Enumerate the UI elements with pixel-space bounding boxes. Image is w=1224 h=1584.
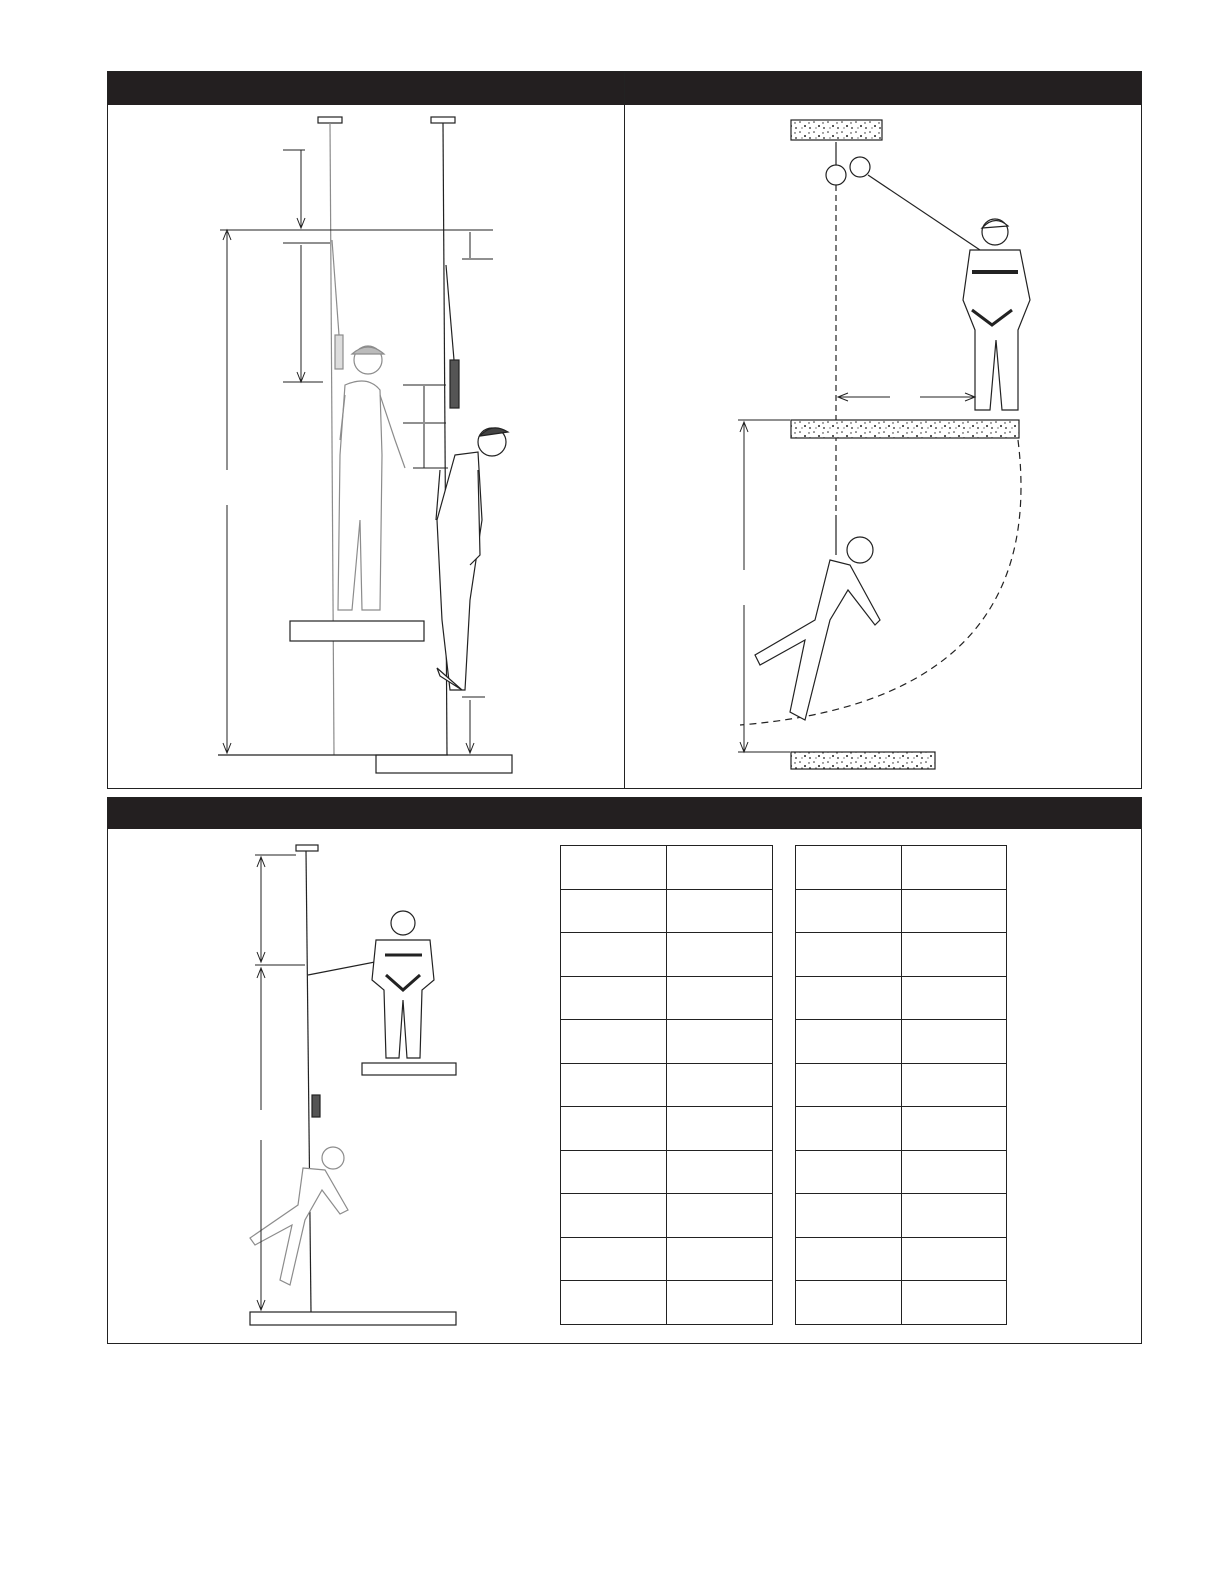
table-cell bbox=[667, 1020, 773, 1064]
table-cell bbox=[796, 889, 902, 933]
table-cell bbox=[667, 1063, 773, 1107]
table-cell bbox=[667, 846, 773, 890]
table-row bbox=[561, 1020, 773, 1064]
table-cell bbox=[667, 1281, 773, 1325]
tr-worker-falling-icon bbox=[755, 520, 880, 720]
tl-worker-hanging-icon bbox=[436, 428, 508, 690]
table-row bbox=[796, 1281, 1007, 1325]
bottom-worker-standing-icon bbox=[372, 911, 434, 1058]
table-cell bbox=[796, 1063, 902, 1107]
tr-swing-distance bbox=[838, 393, 975, 401]
table-cell bbox=[796, 1194, 902, 1238]
table-cell bbox=[561, 1237, 667, 1281]
table-cell bbox=[667, 1107, 773, 1151]
table-cell bbox=[901, 933, 1007, 977]
table-row bbox=[561, 976, 773, 1020]
tr-lanyard bbox=[868, 175, 980, 250]
tl-srl-right bbox=[450, 360, 459, 408]
tr-swing-arc bbox=[740, 440, 1021, 725]
bottom-diagram bbox=[250, 845, 456, 1325]
tr-height-dimension bbox=[738, 420, 790, 752]
table-cell bbox=[901, 889, 1007, 933]
tl-worker-standing-icon bbox=[338, 346, 405, 610]
tl-platform-left bbox=[290, 621, 424, 641]
table-left bbox=[560, 845, 773, 1325]
table-row bbox=[561, 1194, 773, 1238]
table-cell bbox=[561, 846, 667, 890]
table-cell bbox=[561, 1281, 667, 1325]
table-row bbox=[561, 1237, 773, 1281]
tl-anchor-left bbox=[318, 117, 342, 123]
table-cell bbox=[796, 933, 902, 977]
table-row bbox=[561, 846, 773, 890]
table-cell bbox=[901, 1063, 1007, 1107]
table-cell bbox=[901, 1150, 1007, 1194]
table-row bbox=[796, 1107, 1007, 1151]
tl-srl-left bbox=[335, 335, 343, 369]
table-row bbox=[561, 933, 773, 977]
table-cell bbox=[901, 1281, 1007, 1325]
table-cell bbox=[561, 1150, 667, 1194]
table-cell bbox=[901, 1020, 1007, 1064]
table-row bbox=[796, 1194, 1007, 1238]
table-cell bbox=[901, 976, 1007, 1020]
bottom-srl bbox=[312, 1095, 320, 1117]
table-row bbox=[796, 1237, 1007, 1281]
table-cell bbox=[561, 1020, 667, 1064]
tr-platform-lower bbox=[791, 752, 935, 769]
table-row bbox=[796, 889, 1007, 933]
table-cell bbox=[561, 889, 667, 933]
table-cell bbox=[901, 1237, 1007, 1281]
table-cell bbox=[796, 846, 902, 890]
tl-lifeline-left bbox=[330, 123, 334, 755]
table-cell bbox=[901, 846, 1007, 890]
bottom-anchor bbox=[296, 845, 318, 851]
table-cell bbox=[667, 889, 773, 933]
table-cell bbox=[796, 1107, 902, 1151]
table-row bbox=[561, 1107, 773, 1151]
tr-anchor-ceiling bbox=[791, 120, 882, 140]
table-cell bbox=[561, 1063, 667, 1107]
table-cell bbox=[796, 1237, 902, 1281]
table-row bbox=[796, 933, 1007, 977]
table-cell bbox=[667, 976, 773, 1020]
bottom-platform-ground bbox=[250, 1312, 456, 1325]
table-row bbox=[796, 1020, 1007, 1064]
bottom-lifeline bbox=[306, 851, 311, 1312]
table-row bbox=[796, 846, 1007, 890]
table-cell bbox=[561, 933, 667, 977]
table-cell bbox=[796, 976, 902, 1020]
bottom-worker-falling-icon bbox=[250, 1147, 348, 1285]
table-cell bbox=[796, 1281, 902, 1325]
table-row bbox=[561, 1281, 773, 1325]
table-cell bbox=[667, 1194, 773, 1238]
table-cell bbox=[796, 1020, 902, 1064]
table-cell bbox=[901, 1107, 1007, 1151]
table-cell bbox=[796, 1150, 902, 1194]
table-cell bbox=[667, 1150, 773, 1194]
table-row bbox=[796, 1063, 1007, 1107]
table-cell bbox=[667, 1237, 773, 1281]
table-cell bbox=[561, 1107, 667, 1151]
tr-worker-standing-icon bbox=[963, 219, 1030, 410]
table-row bbox=[561, 1150, 773, 1194]
table-right bbox=[795, 845, 1007, 1325]
tr-platform-upper bbox=[791, 420, 1019, 438]
table-cell bbox=[901, 1194, 1007, 1238]
table-row bbox=[561, 1063, 773, 1107]
tl-diagram bbox=[218, 117, 512, 773]
table-row bbox=[796, 1150, 1007, 1194]
table-cell bbox=[667, 933, 773, 977]
tl-platform-bottom bbox=[376, 755, 512, 773]
table-row bbox=[796, 976, 1007, 1020]
tr-diagram bbox=[738, 120, 1030, 769]
table-row bbox=[561, 889, 773, 933]
table-cell bbox=[561, 976, 667, 1020]
table-cell bbox=[561, 1194, 667, 1238]
bottom-platform-upper bbox=[362, 1063, 456, 1075]
tl-anchor-right bbox=[431, 117, 455, 123]
